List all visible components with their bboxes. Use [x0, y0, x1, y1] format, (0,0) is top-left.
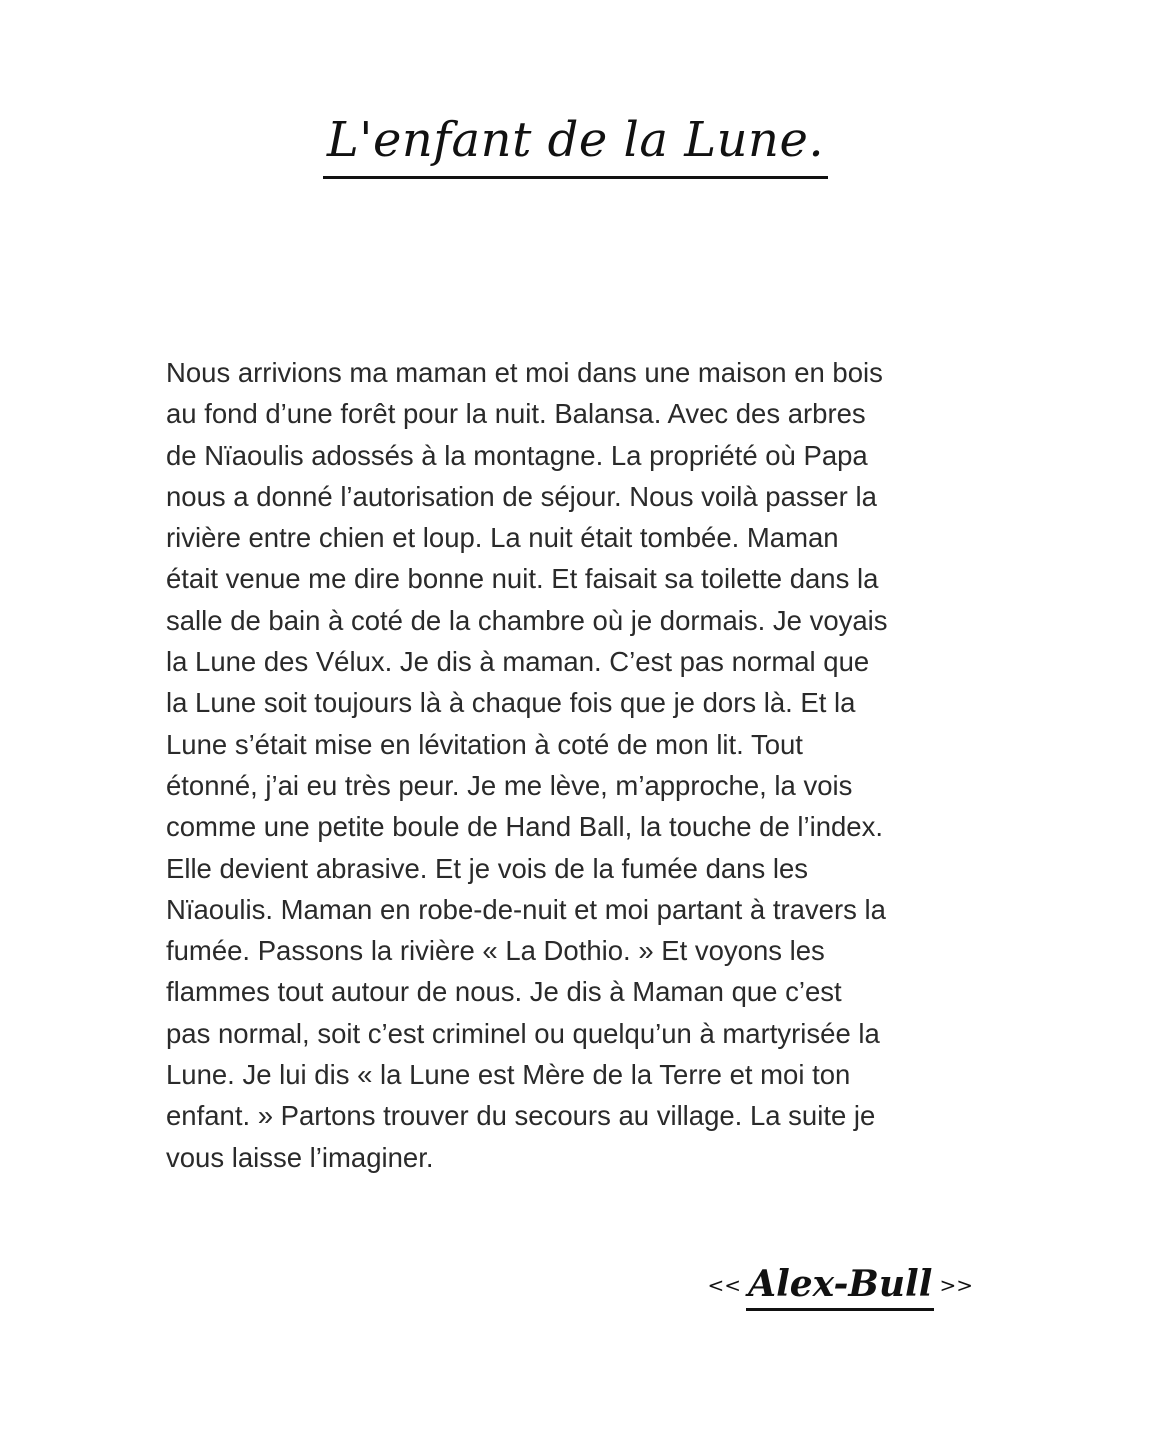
signature-open-bracket: <<: [707, 1273, 742, 1297]
body-line: au fond d’une forêt pour la nuit. Balansa. Avec des arbres: [166, 398, 866, 430]
signature-name: Alex-Bull: [746, 1262, 934, 1311]
story-body: [166, 352, 986, 1178]
body-line: rivière entre chien et loup. La nuit était tombée. Maman: [166, 522, 839, 554]
body-line: vous laisse l’imaginer.: [166, 1141, 434, 1173]
title-container: [0, 110, 1151, 179]
author-signature: [708, 1262, 973, 1311]
body-line: était venue me dire bonne nuit. Et faisait sa toilette dans la: [166, 563, 879, 595]
body-line: Lune s’était mise en lévitation à coté de mon lit. Tout: [166, 728, 803, 760]
body-line: Elle devient abrasive. Et je vois de la fumée dans les: [166, 852, 809, 884]
body-line: flammes tout autour de nous. Je dis à Maman que c’est: [166, 976, 842, 1008]
body-line: étonné, j’ai eu très peur. Je me lève, m’approche, la vois: [166, 769, 853, 801]
body-line: Lune. Je lui dis « la Lune est Mère de la Terre et moi ton: [166, 1059, 851, 1091]
body-line: enfant. » Partons trouver du secours au village. La suite je: [166, 1100, 876, 1132]
body-line: la Lune des Vélux. Je dis à maman. C’est pas normal que: [166, 646, 870, 678]
body-line: pas normal, soit c’est criminel ou quelqu’un à martyrisée la: [166, 1017, 880, 1049]
body-line: de Nïaoulis adossés à la montagne. La propriété où Papa: [166, 439, 868, 471]
body-line: Nous arrivions ma maman et moi dans une maison en bois: [166, 357, 883, 388]
body-line: la Lune soit toujours là à chaque fois que je dors là. Et la: [166, 687, 856, 719]
body-line: salle de bain à coté de la chambre où je dormais. Je voyais: [166, 604, 888, 636]
body-line: comme une petite boule de Hand Ball, la touche de l’index.: [166, 811, 883, 843]
body-line: fumée. Passons la rivière « La Dothio. » Et voyons les: [166, 935, 825, 967]
signature-close-bracket: >>: [939, 1273, 973, 1297]
body-line: Nïaoulis. Maman en robe-de-nuit et moi partant à travers la: [166, 893, 886, 925]
document-title: L'enfant de la Lune.: [323, 110, 828, 179]
body-line: nous a donné l’autorisation de séjour. Nous voilà passer la: [166, 480, 877, 512]
